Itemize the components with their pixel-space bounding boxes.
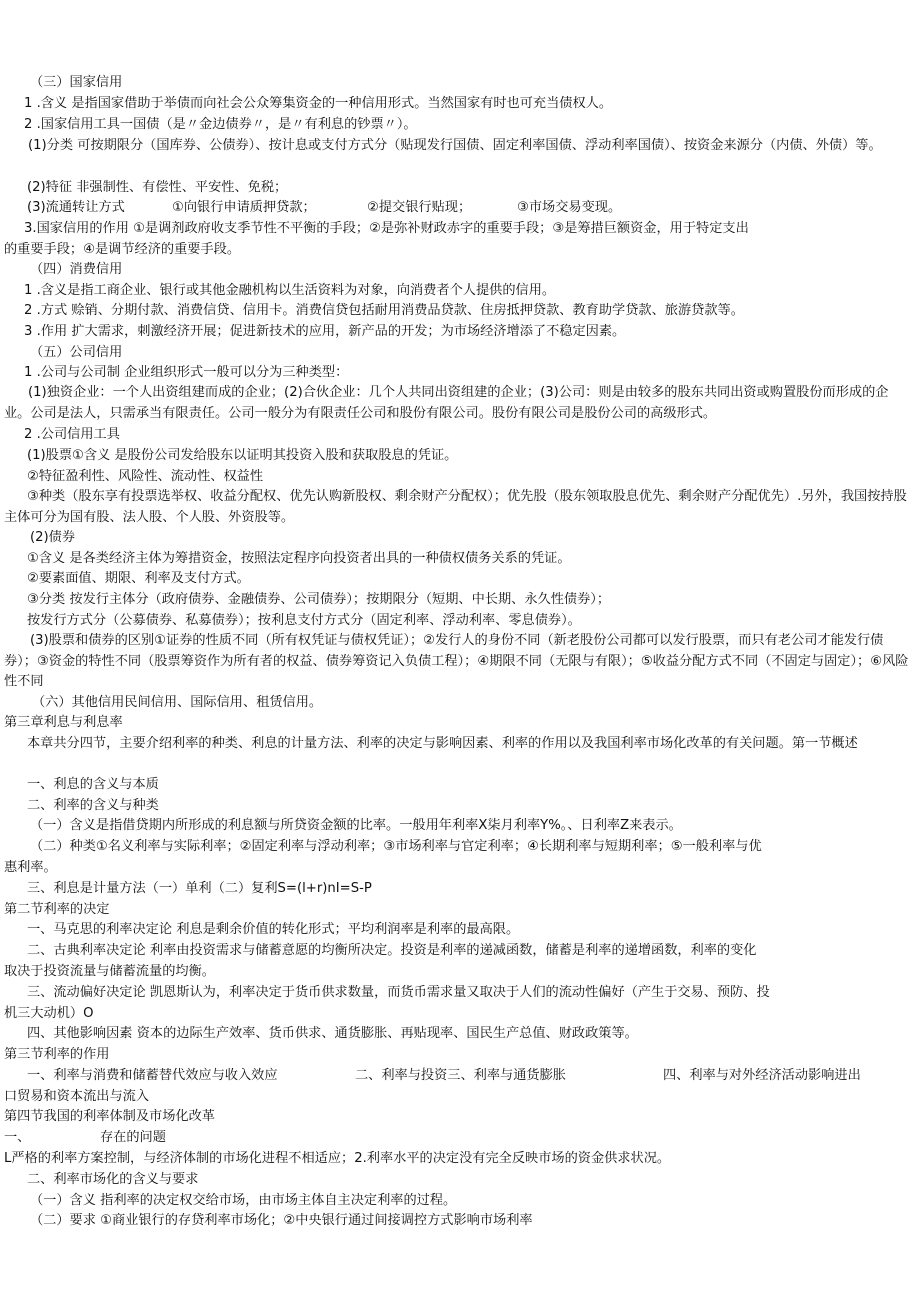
text-line: 二、古典利率决定论 利率由投资需求与储蓄意愿的均衡所决定。投资是利率的递减函数，储蓄是利率的递增函数，利率的变化 [27,943,757,958]
text-line: 1 .含义是指工商企业、银行或其他金融机构以生活资料为对象，向消费者个人提供的信用。 [24,283,556,298]
text-line: 2 .公司信用工具 [24,427,120,442]
text-paragraph: (3)股票和债券的区别①证券的性质不同（所有权凭证与债权凭证）；②发行人的身份不同（新老股份公司都可以发行股票，而只有老公司才能发行债券）；③资金的特性不同（股票筹资作为所有者的权益、债券筹资记入负债工程）；④期限不同（无限与有限）；⑤收益分配方式不同（不固定与固定）；⑥风险性不同 [4,633,909,690]
section-heading: 第二节利率的决定 [4,902,110,917]
section-heading: 第四节我国的利率体制及市场化改革 [4,1109,215,1124]
text-line: (2)债券 [30,530,76,545]
text-line: 取决于投资流量与储蓄流量的均衡。 [4,964,215,979]
text-line: 1 .含义 是指国家借助于举债而向社会公众筹集资金的一种信用形式。当然国家有时也可充当债权人。 [24,96,613,111]
text-line: ①向银行申请质押贷款； [172,200,316,215]
text-line: ③分类 按发行主体分（政府债券、金融债券、公司债券）；按期限分（短期、中长期、永久性债券）； [27,592,611,607]
text-line: ②提交银行贴现； [367,200,472,215]
text-line: 3.国家信用的作用 ①是调剂政府收支季节性不平衡的手段；②是弥补财政赤字的重要手段；③是筹措巨额资金，用于特定支出 [24,221,749,236]
text-line: ①含义 是各类经济主体为筹措资金，按照法定程序向投资者出具的一种债权债务关系的凭证。 [27,551,571,566]
text-line: 二、利率的含义与种类 [27,798,159,813]
chapter-heading: 第三章利息与利息率 [4,715,123,730]
text-line: （五）公司信用 [30,345,123,360]
text-line: 三、利息是计量方法（一）单利（二）复利S=(l+r)nI=S-P [27,881,372,896]
text-line: （二）要求 ①商业银行的存贷利率市场化；②中央银行通过间接调控方式影响市场利率 [30,1213,533,1228]
text-line: 一、马克思的利率决定论 利息是剩余价值的转化形式；平均利润率是利率的最高限。 [27,922,520,937]
text-line: （一）含义是指借贷期内所形成的利息额与所贷资金额的比率。一般用年利率X柒月利率Y%。、日利率Z来表示。 [30,818,682,833]
text-line: （二）种类①名义利率与实际利率；②固定利率与浮动利率；③市场利率与官定利率；④长期利率与短期利率；⑤一般利率与优 [30,839,762,854]
text-line: 一、利率与消费和储蓄替代效应与收入效应 [27,1068,278,1083]
text-line: 1 .公司与公司制 企业组织形式一般可以分为三种类型： [24,365,349,380]
text-line: 二、利率与投资三、利率与通货膨胀 [355,1068,566,1083]
text-line: 口贸易和资本流出与流入 [4,1089,150,1104]
text-line: 一、利息的含义与本质 [27,777,159,792]
text-line: （一）含义 指利率的决定权交给市场，由市场主体自主决定利率的过程。 [30,1193,457,1208]
text-line: 2 .方式 赊销、分期付款、消费信贷、信用卡。消费信贷包括耐用消费品贷款、住房抵押贷款、教育助学贷款、旅游贷款等。 [24,303,744,318]
text-line: (1)股票①含义 是股份公司发给股东以证明其投资入股和获取股息的凭证。 [27,448,458,463]
text-line: (3)流通转让方式 [27,200,125,215]
text-line: （三）国家信用 [30,75,123,90]
text-line: 四、其他影响因素 资本的边际生产效率、货币供求、通货膨胀、再贴现率、国民生产总值、财政政策等。 [27,1026,638,1041]
text-line: 一、 [4,1130,31,1145]
text-line: 机三大动机）O [4,1006,94,1021]
text-line: 按发行方式分（公募债券、私募债券）；按利息支付方式分（固定利率、浮动利率、零息债券）。 [27,613,581,628]
text-paragraph: 本章共分四节，主要介绍利率的种类、利息的计量方法、利率的决定与影响因素、利率的作用以及我国利率市场化改革的有关问题。第一节概述 [27,736,858,751]
text-line: 3 .作用 扩大需求，刺激经济开展；促进新技术的应用，新产品的开发；为市场经济增添了不稳定因素。 [24,324,626,339]
text-line: 存在的问题 [100,1130,166,1145]
text-line: 的重要手段；④是调节经济的重要手段。 [4,242,241,257]
text-line: L严格的利率方案控制，与经济体制的市场化进程不相适应；2.利率水平的决定没有完全反映市场的资金供求状况。 [4,1151,671,1166]
text-line: 二、利率市场化的含义与要求 [27,1172,199,1187]
text-line: 2 .国家信用工具一国债（是〃金边债券〃，是〃有利息的钞票〃）。 [24,117,417,132]
text-line: 惠利率。 [4,860,57,875]
text-paragraph: (1)分类 可按期限分（国库券、公债券）、按计息或支付方式分（贴现发行国债、固定利率国债、浮动利率国债）、按资金来源分（内债、外债）等。 [28,138,882,153]
text-line: 四、利率与对外经济活动影响进出 [663,1068,861,1083]
text-paragraph: (1)独资企业：一个人出资组建而成的企业；(2)合伙企业：几个人共同出资组建的企业；(3)公司：则是由较多的股东共同出资或购置股份而形成的企业。公司是法人，只需承当有限责任。公司一般分为有限责任公司和股份有限公司。股份有限公司是股份公司的高级形式。 [4,385,889,421]
text-line: ②特征盈利性、风险性、流动性、权益性 [27,469,264,484]
section-heading: 第三节利率的作用 [4,1047,110,1062]
text-line: ②要素面值、期限、利率及支付方式。 [27,571,250,586]
text-line: （四）消费信用 [30,262,123,277]
text-line: （六）其他信用民间信用、国际信用、租赁信用。 [32,695,323,710]
text-line: (2)特征 非强制性、有偿性、平安性、免税； [27,180,288,195]
text-line: 三、流动偏好决定论 凯恩斯认为，利率决定于货币供求数量，而货币需求量又取决于人们的流动性偏好（产生于交易、预防、投 [27,985,770,1000]
text-paragraph: ③种类（股东享有投票选举权、收益分配权、优先认购新股权、剩余财产分配权）；优先股（股东领取股息优先、剩余财产分配优先）.另外，我国按持股主体可分为国有股、法人股、个人股、外资股等。 [4,489,907,525]
text-line: ③市场交易变现。 [517,200,622,215]
